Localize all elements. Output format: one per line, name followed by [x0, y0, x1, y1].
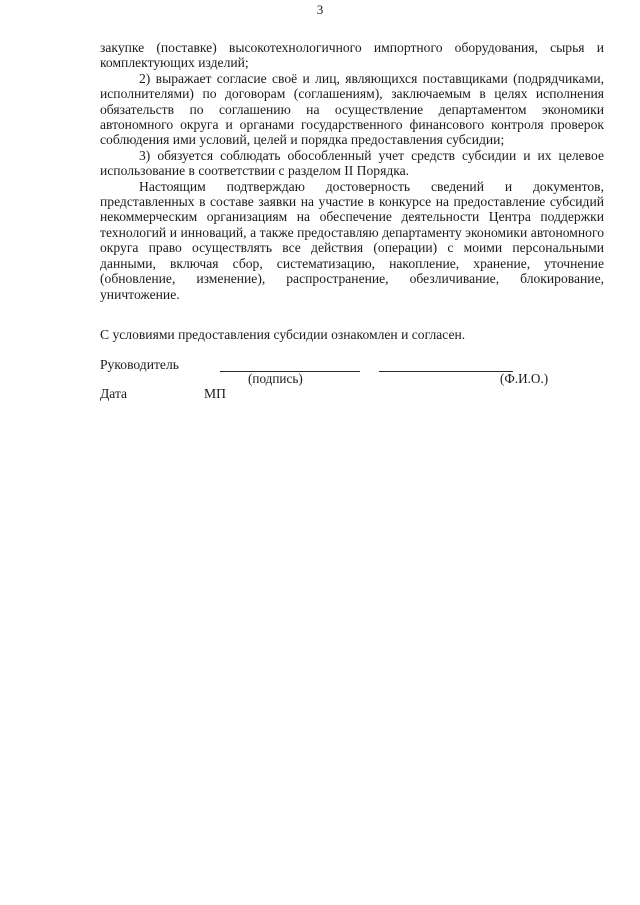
stamp-label: МП: [204, 386, 226, 401]
name-caption: (Ф.И.О.): [500, 371, 549, 386]
head-label: Руководитель: [100, 357, 179, 372]
paragraph-confirmation: Настоящим подтверждаю достоверность сведений и документов, представленных в составе заявки на участие в конкурсе на предоставление субсидий некоммерческим организациям на обеспечение деятельности Центра поддержки технологий и инноваций, а также предоставляю департаменту экономики автономного округа право осуществлять все действия (операции) с моими персональными данными, включая сбор, систематизацию, накопление, хранение, уточнение (обновление, изменение), распространение, обезличивание, блокирование, уничтожение.: [100, 178, 604, 302]
signature-caption: (подпись): [248, 371, 303, 386]
date-label: Дата: [100, 386, 128, 401]
body-text: [100, 40, 604, 302]
page-number: 3: [316, 2, 324, 17]
name-line: [379, 371, 513, 372]
paragraph-item-2: 2) выражает согласие своё и лиц, являющихся поставщиками (подрядчиками, исполнителями) по договорам (соглашениям), заключаемым в целях исполнения обязательств по соглашению на осуществление департаментом экономики автономного округа и органами государственного финансового контроля проверок соблюдения ими условий, целей и порядка предоставления субсидии;: [100, 70, 604, 148]
paragraph-continuation: закупке (поставке) высокотехнологичного импортного оборудования, сырья и комплектующих изделий;: [100, 40, 604, 71]
paragraph-item-3: 3) обязуется соблюдать обособленный учет средств субсидии и их целевое использование в соответствии с разделом II Порядка.: [100, 147, 604, 179]
consent-statement: С условиями предоставления субсидии ознакомлен и согласен.: [100, 327, 466, 342]
